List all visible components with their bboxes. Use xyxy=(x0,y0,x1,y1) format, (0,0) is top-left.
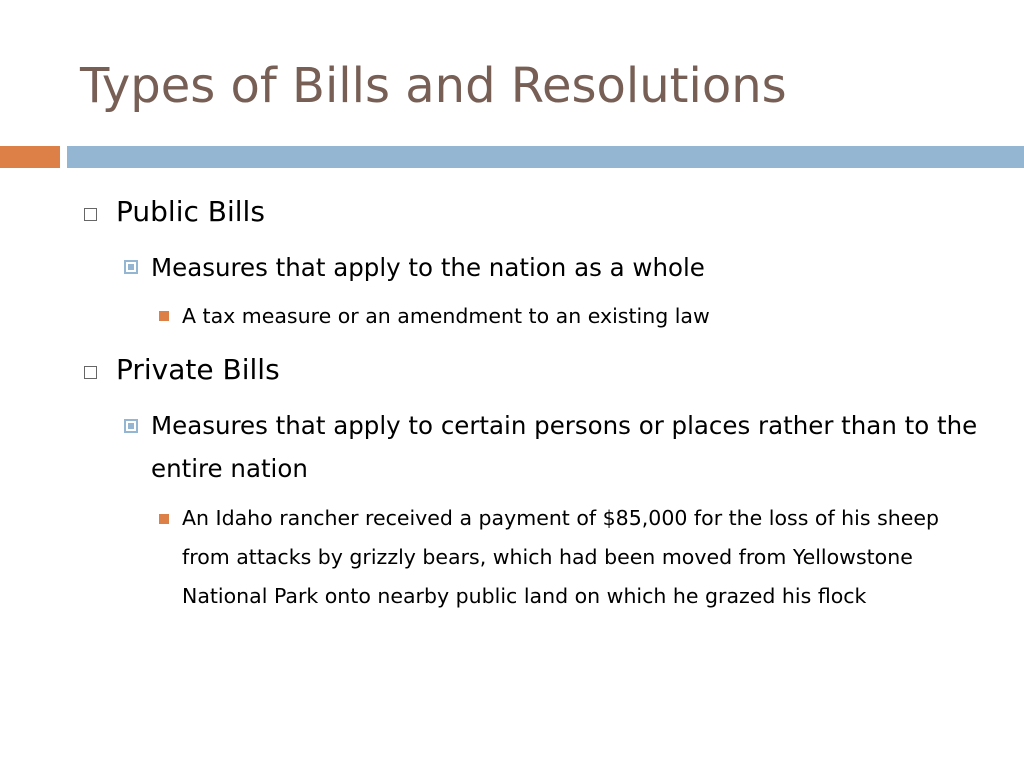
bullet-public-bills-example: A tax measure or an amendment to an existing law xyxy=(182,304,710,328)
boxed-square-bullet-icon xyxy=(124,419,138,433)
hollow-square-bullet-icon xyxy=(84,208,97,221)
boxed-square-bullet-icon xyxy=(124,260,138,274)
bullet-public-bills-definition: Measures that apply to the nation as a whole xyxy=(151,253,705,282)
filled-square-bullet-icon xyxy=(159,514,169,524)
bullet-private-bills-example: An Idaho rancher received a payment of $85,000 for the loss of his sheep from attacks by grizzly bears, which had been moved from Yellowstone National Park onto nearby public land on which he grazed his flock xyxy=(182,506,939,608)
bullet-private-bills: Private Bills xyxy=(116,353,280,386)
hollow-square-bullet-icon xyxy=(84,366,97,379)
bullet-public-bills: Public Bills xyxy=(116,195,265,228)
bullet-private-bills-definition: Measures that apply to certain persons or places rather than to the entire nation xyxy=(151,411,978,483)
slide-title: Types of Bills and Resolutions xyxy=(80,58,787,114)
filled-square-bullet-icon xyxy=(159,311,169,321)
